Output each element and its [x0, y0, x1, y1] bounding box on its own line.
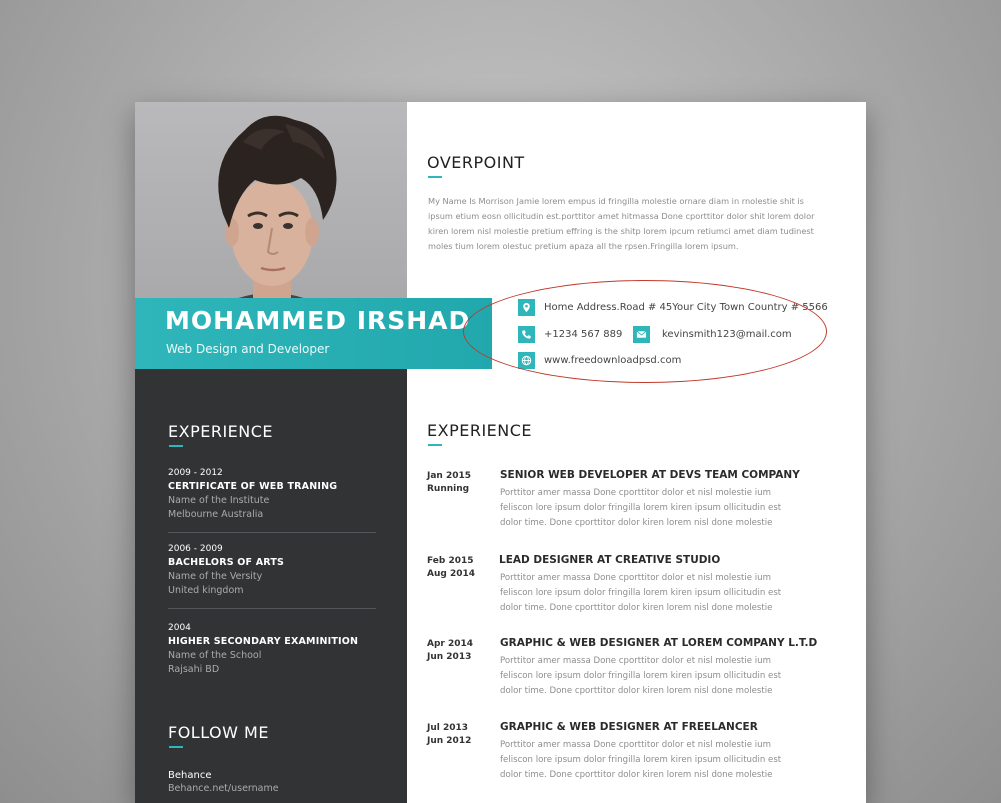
job-title: GRAPHIC & WEB DESIGNER AT LOREM COMPANY L.T.D	[500, 637, 818, 649]
education-institute: Name of the School	[168, 650, 262, 661]
education-item	[168, 544, 378, 596]
follow-me-underline	[169, 746, 183, 748]
education-year: 2009 - 2012	[168, 468, 223, 478]
candidate-role: Web Design and Developer	[166, 342, 330, 356]
job-description: Porttitor amer massa Done cporttitor dolor et nisl molestie ium feliscon lore ipsum dolor fringilla lorem kiren ipsum ollicitudin est dolor time. Done cporttitor dolor kiren lorem nisl done molestie	[500, 573, 782, 613]
phone-text[interactable]: +1234 567 889	[544, 329, 623, 340]
website-text[interactable]: www.freedownloadpsd.com	[544, 355, 682, 366]
sidebar-divider	[168, 608, 376, 609]
candidate-name: MOHAMMED IRSHAD	[165, 306, 471, 335]
experience-title: EXPERIENCE	[427, 421, 533, 440]
job-date-to: Aug 2014	[427, 569, 475, 579]
job-dates	[427, 555, 489, 581]
job-title: GRAPHIC & WEB DESIGNER AT FREELANCER	[500, 721, 758, 733]
overpoint-title: OVERPOINT	[427, 153, 525, 172]
job-title: SENIOR WEB DEVELOPER AT DEVS TEAM COMPANY	[500, 469, 800, 481]
job-date-from: Feb 2015	[427, 556, 474, 566]
education-institute: Name of the Versity	[168, 571, 263, 582]
education-year: 2006 - 2009	[168, 544, 223, 554]
overpoint-text: My Name Is Morrison Jamie lorem empus id fringilla molestie ornare diam in rnolestie shit is ipsum etium eosn ollicitudin est.porttitor amet hitmassa Done cporttitor dolor shit lorem dolor kiren lorem nisl molestie pretium effring is the shitp lorem ipcum retiumci amet diam tudinest moles tium lorem olestuc pretium apaza all the rpsen.Fringilla lorem ipsum.	[428, 196, 815, 251]
education-year: 2004	[168, 623, 191, 633]
education-degree: BACHELORS OF ARTS	[168, 557, 285, 568]
job-dates	[427, 470, 489, 496]
experience-underline	[428, 444, 442, 446]
job-dates	[427, 638, 489, 664]
job-date-from: Apr 2014	[427, 639, 474, 649]
job-date-from: Jul 2013	[427, 723, 469, 733]
job-date-to: Jun 2012	[427, 736, 472, 746]
resume-page	[135, 102, 866, 803]
job-description: Porttitor amer massa Done cporttitor dolor et nisl molestie ium feliscon lore ipsum dolor fringilla lorem kiren ipsum ollicitudin est dolor time. Done cporttitor dolor kiren lorem nisl done molestie	[500, 740, 782, 780]
job-dates	[427, 722, 489, 748]
education-degree: HIGHER SECONDARY EXAMINITION	[168, 636, 359, 647]
education-institute: Name of the Institute	[168, 495, 270, 506]
follow-network: Behance	[168, 770, 212, 781]
name-banner	[135, 298, 492, 369]
job-description: Porttitor amer massa Done cporttitor dolor et nisl molestie ium feliscon lore ipsum dolor fringilla lorem kiren ipsum ollicitudin est dolor time. Done cporttitor dolor kiren lorem nisl done molestie	[500, 488, 782, 528]
email-text[interactable]: kevinsmith123@mail.com	[662, 329, 792, 340]
contact-highlight-ellipse	[463, 280, 827, 383]
sidebar-experience-underline	[169, 445, 183, 447]
job-description: Porttitor amer massa Done cporttitor dolor et nisl molestie ium feliscon lore ipsum dolor fringilla lorem kiren ipsum ollicitudin est dolor time. Done cporttitor dolor kiren lorem nisl done molestie	[500, 656, 782, 696]
address-text: Home Address.Road # 45Your City Town Country # 5566	[544, 302, 828, 313]
follow-url[interactable]: Behance.net/username	[168, 783, 279, 794]
overpoint-underline	[428, 176, 442, 178]
sidebar-divider	[168, 532, 376, 533]
job-date-to: Jun 2013	[427, 652, 472, 662]
job-date-from: Jan 2015	[427, 471, 472, 481]
follow-me-title: FOLLOW ME	[168, 723, 269, 742]
sidebar-experience-title: EXPERIENCE	[168, 422, 274, 441]
education-place: United kingdom	[168, 585, 244, 596]
education-item	[168, 468, 378, 520]
education-place: Melbourne Australia	[168, 509, 264, 520]
job-title: LEAD DESIGNER AT CREATIVE STUDIO	[499, 554, 721, 566]
education-item	[168, 623, 378, 675]
education-place: Rajsahi BD	[168, 664, 220, 675]
education-degree: CERTIFICATE OF WEB TRANING	[168, 481, 338, 492]
job-date-to: Running	[427, 484, 470, 494]
